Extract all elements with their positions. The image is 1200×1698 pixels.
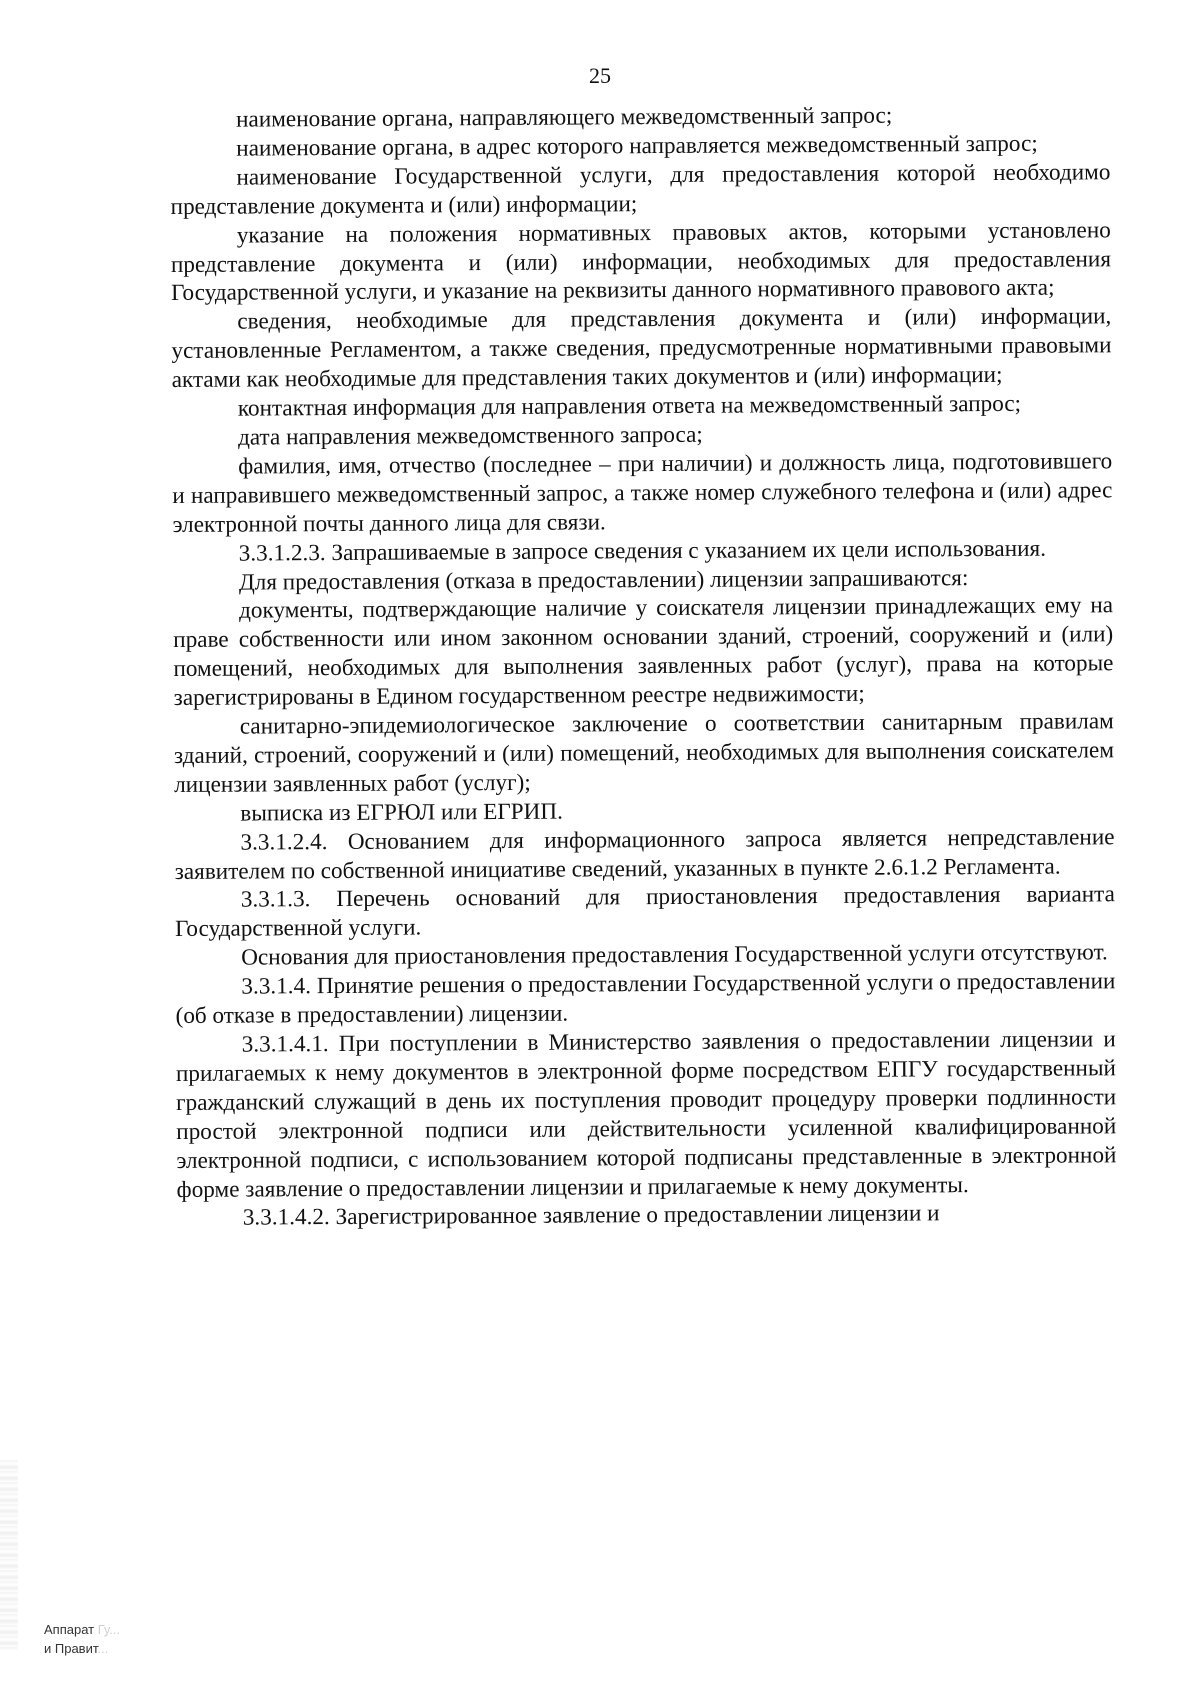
paragraph: Для предоставления (отказа в предоставлении) лицензии запрашиваются: [238,564,969,596]
paragraph: 3.3.1.3. Перечень оснований для приостановления предоставления варианта Государственной услуги. [174,881,1115,943]
paragraph: 3.3.1.4.1. При поступлении в Министерство заявления о предоставлении лицензии и прилагаемых к нему документов в электронной форме посредством ЕПГУ государственный гражданский служащий в день их поступления проводит процедуру проверки подлинности простой электронной подписи или действительности усиленной квалифицированной электронной подписи, с использованием которой подписаны представленные в электронной форме заявление о предоставлении лицензии и прилагаемые к нему документы. [175,1026,1117,1203]
paragraph: 3.3.1.2.3. Запрашиваемые в запросе сведения с указанием их цели использования. [238,535,1047,567]
paragraph: документы, подтверждающие наличие у соискателя лицензии принадлежащих ему на праве собственности или ином законном основании зданий, строений, сооружений и (или) помещений, необходимых для выполнения заявленных работ (услуг), права на которые зарегистрированы в Едином государственном реестре недвижимости; [173,592,1114,712]
paragraph: указание на положения нормативных правовых актов, которыми установлено представление документа и (или) информации, необходимых для предоставления Государственной услуги, и указание на реквизиты данного нормативного правового акта; [170,216,1112,307]
paragraph: Основания для приостановления предоставления Государственной услуги отсутствуют. [241,939,1108,971]
paragraph: 3.3.1.4.2. Зарегистрированное заявление о предоставлении лицензии и [242,1200,940,1232]
paragraph: контактная информация для направления ответа на межведомственный запрос; [237,390,1022,422]
paragraph: сведения, необходимые для представления документа и (или) информации, установленные Регламентом, а также сведения, предусмотренные нормативными правовыми актами как необходимые для представления таких документов и (или) информации; [171,303,1112,394]
paragraph: 3.3.1.2.4. Основанием для информационного запроса является непредставление заявителем по собственной инициативе сведений, указанных в пункте 2.6.1.2 Регламента. [174,823,1115,885]
stamp-line-1: Аппарат Гу... [44,1622,120,1637]
stamp-line-2: и Правит... [44,1641,109,1656]
document-body [170,100,1117,1233]
paragraph: дата направления межведомственного запроса; [237,421,703,451]
paragraph: фамилия, имя, отчество (последнее – при наличии) и должность лица, подготовившего и направившего межведомственный запрос, а также номер служебного телефона и (или) адрес электронной почты данного лица для связи. [172,448,1113,538]
paragraph: наименование органа, в адрес которого направляется межведомственный запрос; [236,130,1038,162]
paragraph: наименование Государственной услуги, для предоставления которой необходимо представление документа и (или) информации; [170,159,1111,220]
office-stamp [44,1620,120,1658]
paragraph: выписка из ЕГРЮЛ или ЕГРИП. [240,798,564,827]
scan-edge-artifact [0,1460,18,1650]
paragraph: санитарно-эпидемиологическое заключение о соответствии санитарным правилам зданий, строений, сооружений и (или) помещений, необходимых для выполнения соискателем лицензии заявленных работ (услуг); [173,708,1115,798]
paragraph: 3.3.1.4. Принятие решения о предоставлении Государственной услуги о предоставлении (об отказе в предоставлении) лицензии. [175,968,1116,1030]
paragraph: наименование органа, направляющего межведомственный запрос; [236,102,893,133]
page-number: 25 [589,63,611,88]
